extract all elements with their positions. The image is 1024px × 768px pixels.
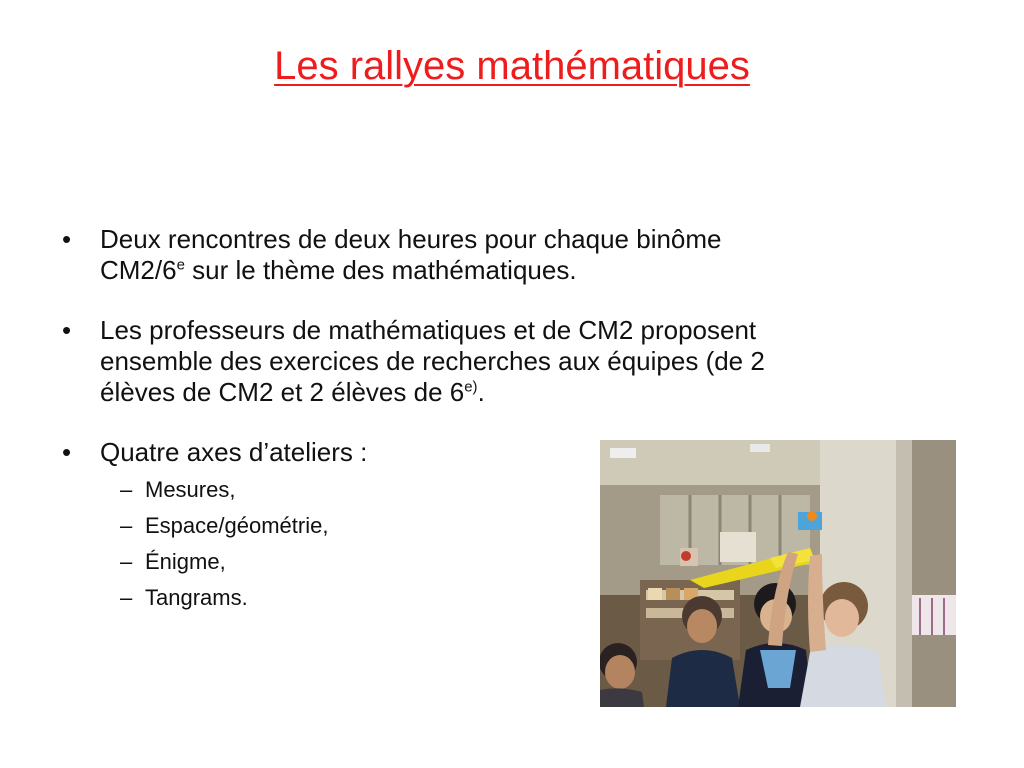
bullet-glyph: • — [62, 437, 72, 467]
bullet-text: . — [477, 377, 485, 407]
dash-glyph: – — [120, 585, 133, 610]
bullet-text: CM2/6 — [100, 255, 177, 285]
bullet-line: Quatre axes d’ateliers : — [100, 437, 368, 467]
superscript: e) — [464, 378, 478, 396]
dash-glyph: – — [120, 549, 133, 574]
sub-item-label: Énigme, — [145, 549, 226, 574]
bullet-glyph: • — [62, 315, 72, 345]
sub-item-label: Tangrams. — [145, 585, 248, 610]
bullet-text: sur le thème des mathématiques. — [184, 255, 577, 285]
sub-item-label: Espace/géométrie, — [145, 513, 329, 538]
bullet-item-rencontres — [62, 224, 942, 286]
bullet-line — [100, 255, 942, 286]
bullet-item-professeurs — [62, 315, 942, 408]
bullet-line: Deux rencontres de deux heures pour chaque binôme — [100, 224, 722, 254]
bullet-line: ensemble des exercices de recherches aux équipes (de 2 — [100, 346, 765, 376]
bullet-glyph: • — [62, 224, 72, 254]
dash-glyph: – — [120, 477, 133, 502]
classroom-photo — [600, 440, 956, 707]
dash-glyph: – — [120, 513, 133, 538]
sub-item-label: Mesures, — [145, 477, 236, 502]
bullet-line: Les professeurs de mathématiques et de CM2 proposent — [100, 315, 757, 345]
superscript: e — [176, 256, 185, 274]
bullet-text: élèves de CM2 et 2 élèves de 6 — [100, 377, 465, 407]
bullet-line — [100, 377, 942, 408]
slide-title: Les rallyes mathématiques — [274, 44, 750, 88]
